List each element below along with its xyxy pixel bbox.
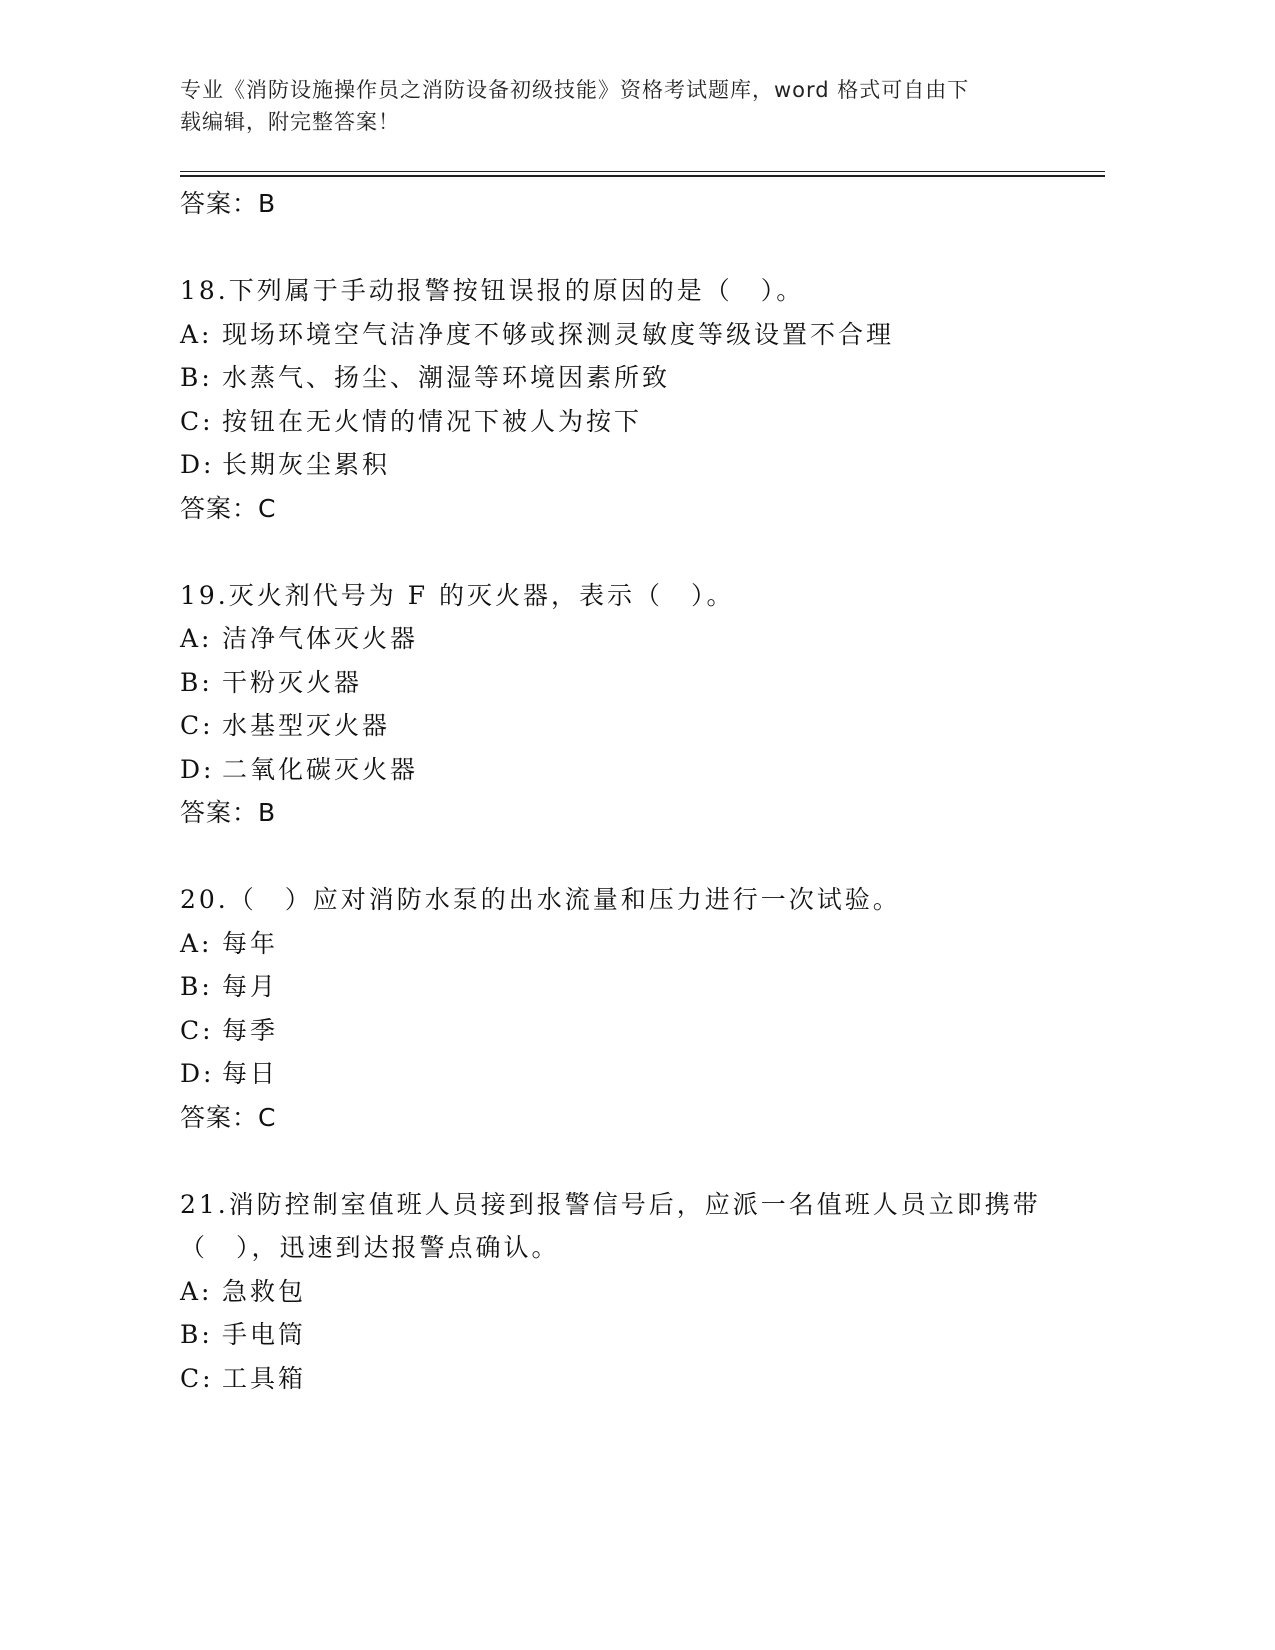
option-text: 干粉灭火器 [222, 667, 363, 697]
option-text: 洁净气体灭火器 [222, 624, 419, 653]
option-c [180, 400, 1105, 444]
option-letter: D: [180, 754, 215, 784]
option-text: 手电筒 [222, 1320, 307, 1349]
answer-19: 答案：B [180, 798, 277, 827]
option-letter: C: [180, 1015, 214, 1045]
option-letter: C: [180, 1363, 214, 1393]
question-gap [180, 226, 1105, 269]
question-19 [180, 574, 1105, 836]
option-c [180, 1009, 1105, 1053]
option-letter: A: [180, 624, 213, 653]
option-letter: B: [180, 1320, 213, 1349]
option-c [180, 704, 1105, 748]
question-text: 19.灭火剂代号为 F 的灭火器，表示（ ）。 [180, 580, 735, 610]
option-b [180, 965, 1105, 1009]
question-text: 21.消防控制室值班人员接到报警信号后，应派一名值班人员立即携带 [180, 1189, 1041, 1219]
option-letter: A: [180, 1276, 213, 1306]
question-gap [180, 1140, 1105, 1183]
option-text: 每年 [222, 928, 279, 958]
option-text: 水基型灭火器 [222, 711, 391, 740]
option-letter: C: [180, 711, 214, 740]
option-d [180, 1052, 1105, 1096]
option-a [180, 313, 1105, 357]
option-letter: B: [180, 667, 213, 697]
header-rule-thick [180, 175, 1105, 177]
question-18 [180, 269, 1105, 531]
option-text: 二氧化碳灭火器 [222, 754, 419, 784]
question-list [180, 182, 1105, 1400]
question-20 [180, 878, 1105, 1140]
option-text: 工具箱 [222, 1363, 307, 1393]
answer-17: 答案：B [180, 189, 277, 218]
answer-18: 答案：C [180, 493, 277, 523]
option-text: 每月 [222, 972, 279, 1001]
header-rule-thin [180, 171, 1105, 172]
question-text: 20.（ ）应对消防水泵的出水流量和压力进行一次试验。 [180, 885, 901, 914]
option-a [180, 617, 1105, 661]
question-gap [180, 531, 1105, 574]
option-text: 水蒸气、扬尘、潮湿等环境因素所致 [222, 363, 671, 392]
option-a [180, 922, 1105, 966]
option-a [180, 1270, 1105, 1314]
option-letter: D: [180, 450, 215, 479]
option-letter: A: [180, 319, 213, 349]
question-21 [180, 1183, 1105, 1401]
option-b [180, 356, 1105, 400]
option-letter: D: [180, 1059, 215, 1088]
question-text-continued: （ ），迅速到达报警点确认。 [180, 1233, 560, 1262]
option-c [180, 1357, 1105, 1401]
option-text: 长期灰尘累积 [222, 450, 391, 479]
option-d [180, 748, 1105, 792]
answer-20: 答案：C [180, 1102, 277, 1132]
option-letter: B: [180, 972, 213, 1001]
question-gap [180, 835, 1105, 878]
option-text: 按钮在无火情的情况下被人为按下 [222, 406, 643, 436]
header-line-2: 载编辑，附完整答案！ [180, 110, 400, 134]
option-b [180, 1313, 1105, 1357]
header-line-1: 专业《消防设施操作员之消防设备初级技能》资格考试题库，word 格式可自由下 [180, 78, 970, 102]
document-header [180, 74, 1030, 138]
option-text: 急救包 [222, 1276, 307, 1306]
option-text: 现场环境空气洁净度不够或探测灵敏度等级设置不合理 [222, 319, 895, 349]
question-text: 18.下列属于手动报警按钮误报的原因的是（ ）。 [180, 276, 805, 305]
option-b [180, 661, 1105, 705]
option-letter: A: [180, 928, 213, 958]
option-text: 每日 [222, 1059, 279, 1088]
option-letter: C: [180, 406, 214, 436]
option-text: 每季 [222, 1015, 279, 1045]
option-d [180, 443, 1105, 487]
option-letter: B: [180, 363, 213, 392]
